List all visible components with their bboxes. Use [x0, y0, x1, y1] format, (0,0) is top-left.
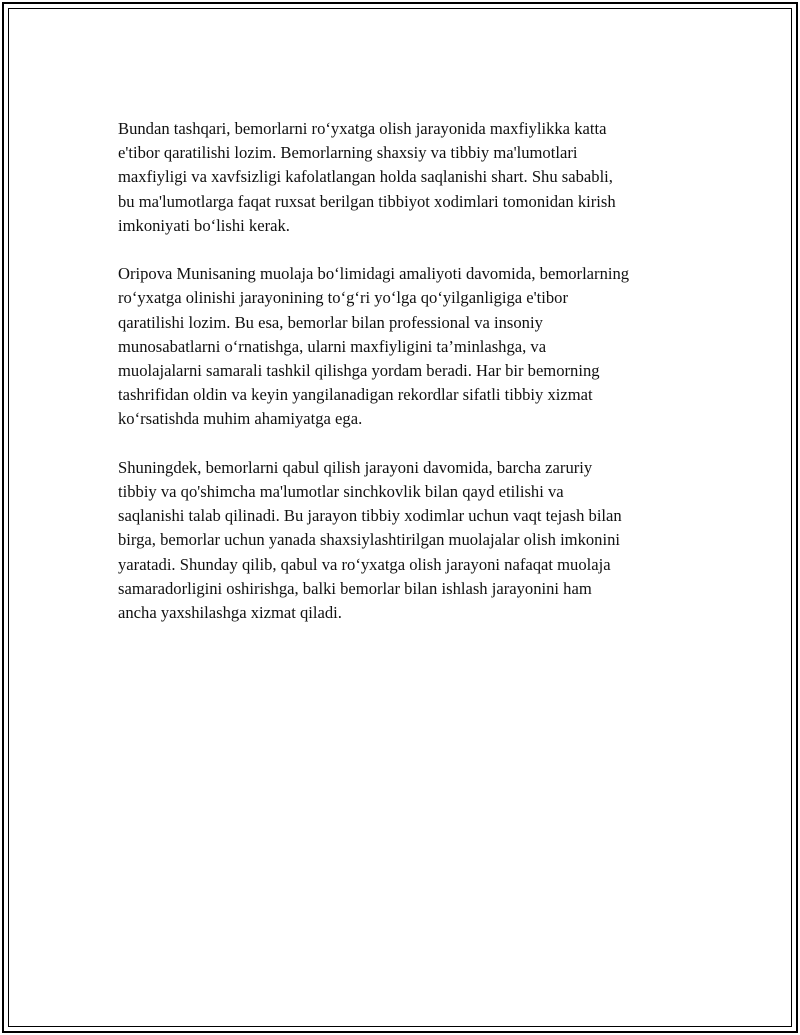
document-body: [118, 117, 698, 649]
paragraph-3: Shuningdek, bemorlarni qabul qilish jarayoni davomida, barcha zaruriy tibbiy va qo'shimcha ma'lumotlar sinchkovlik bilan qayd etilishi va saqlanishi talab qilinadi. Bu jarayon tibbiy xodimlar uchun vaqt tejash bilan birga, bemorlar uchun yanada shaxsiylashtirilgan muolajalar olish imkonini yaratadi. Shunday qilib, qabul va ro‘yxatga olish jarayoni nafaqat muolaja samaradorligini oshirishga, balki bemorlar bilan ishlash jarayonini ham ancha yaxshilashga xizmat qiladi.: [118, 457, 622, 623]
paragraph-1: Bundan tashqari, bemorlarni ro‘yxatga olish jarayonida maxfiylikka katta e'tibor qaratilishi lozim. Bemorlarning shaxsiy va tibbiy ma'lumotlari maxfiyligi va xavfsizligi kafolatlangan holda saqlanishi shart. Shu sababli, bu ma'lumotlarga faqat ruxsat berilgan tibbiyot xodimlari tomonidan kirish imkoniyati bo‘lishi kerak.: [118, 119, 616, 235]
paragraph-2: Oripova Munisaning muolaja bo‘limidagi amaliyoti davomida, bemorlarning ro‘yxatga olinishi jarayonining to‘g‘ri yo‘lga qo‘yilganligiga e'tibor qaratilishi lozim. Bu esa, bemorlar bilan professional va insoniy munosabatlarni o‘rnatishga, ularni maxfiyligini ta’minlashga, va muolajalarni samarali tashkil qilishga yordam beradi. Har bir bemorning tashrifidan oldin va keyin yangilanadigan rekordlar sifatli tibbiy xizmat ko‘rsatishda muhim ahamiyatga ega.: [118, 264, 630, 429]
